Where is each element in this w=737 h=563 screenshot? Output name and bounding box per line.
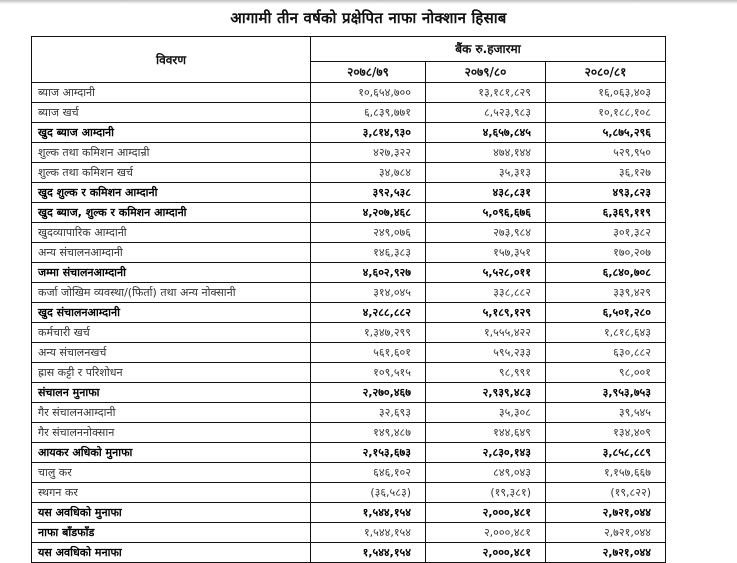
- row-label: नाफा बाँडफाँड: [32, 523, 311, 543]
- row-value-year-1: १४६,३८३: [311, 243, 426, 263]
- profit-loss-projection-table: [31, 36, 666, 563]
- row-label: गैर संचालननोक्सान: [32, 423, 311, 443]
- row-label: संचालन मुनाफा: [32, 383, 311, 403]
- row-value-year-1: २४९,०७६: [311, 223, 426, 243]
- row-value-year-3: २,७२१,०४४: [546, 523, 666, 543]
- table-row: [32, 243, 666, 263]
- row-value-year-1: (३६,५८३): [311, 483, 426, 503]
- table-row: [32, 143, 666, 163]
- row-label: अन्य संचालनखर्च: [32, 343, 311, 363]
- row-value-year-1: ३९२,५३८: [311, 183, 426, 203]
- table-row: [32, 83, 666, 103]
- row-value-year-2: ८,५२३,९८३: [426, 103, 546, 123]
- row-value-year-1: ४२७,३२२: [311, 143, 426, 163]
- year-header-3: २०८०/८१: [546, 62, 666, 83]
- row-value-year-3: १७०,२०७: [546, 243, 666, 263]
- row-value-year-2: १,५५५,४२२: [426, 323, 546, 343]
- row-value-year-2: २,०००,४८१: [426, 523, 546, 543]
- row-value-year-2: ५,५२८,०११: [426, 263, 546, 283]
- row-label: खुद संचालनआम्दानी: [32, 303, 311, 323]
- row-value-year-1: १,५४४,१५४: [311, 503, 426, 523]
- row-value-year-2: २,०००,४८१: [426, 503, 546, 523]
- row-label: शुल्क तथा कमिशन आम्दान्री: [32, 143, 311, 163]
- table-row: [32, 423, 666, 443]
- row-value-year-3: ६,८४०,७०८: [546, 263, 666, 283]
- row-value-year-2: १४४,६४९: [426, 423, 546, 443]
- page-title: आगामी तीन वर्षको प्रक्षेपित नाफा नोक्शान हिसाब: [230, 9, 507, 27]
- row-label: ह्रास कट्टी र परिशोधन: [32, 363, 311, 383]
- year-header-2: २०७९/८०: [426, 62, 546, 83]
- row-value-year-3: ३९,५४५: [546, 403, 666, 423]
- table-row: [32, 263, 666, 283]
- row-value-year-2: २,९३९,४८३: [426, 383, 546, 403]
- table-row: [32, 483, 666, 503]
- row-value-year-3: ५,८७५,२९६: [546, 123, 666, 143]
- label-column-header: विवरण: [32, 37, 311, 83]
- row-value-year-1: ३४,७८४: [311, 163, 426, 183]
- row-label: आयकर अधिको मुनाफा: [32, 443, 311, 463]
- row-value-year-3: १,८१८,६४३: [546, 323, 666, 343]
- unit-header: बैंक रु.हजारमा: [311, 37, 666, 62]
- row-value-year-1: ३१४,०४५: [311, 283, 426, 303]
- row-value-year-3: ५२९,९५०: [546, 143, 666, 163]
- row-label: खुद ब्याज, शुल्क र कमिशन आम्दानी: [32, 203, 311, 223]
- table-row: [32, 323, 666, 343]
- row-value-year-3: ३,९५३,७५३: [546, 383, 666, 403]
- table-row: [32, 183, 666, 203]
- row-value-year-2: ५९५,२३३: [426, 343, 546, 363]
- row-value-year-2: ४३८,८३१: [426, 183, 546, 203]
- row-label: यस अवधिको मुनाफा: [32, 503, 311, 523]
- table-row: [32, 443, 666, 463]
- row-value-year-1: ६,८३९,७७१: [311, 103, 426, 123]
- table-row: [32, 123, 666, 143]
- row-value-year-1: २,१५३,६७३: [311, 443, 426, 463]
- row-label: अन्य संचालनआम्दानी: [32, 243, 311, 263]
- row-value-year-2: ३३८,८८२: [426, 283, 546, 303]
- row-value-year-2: (१९,३८१): [426, 483, 546, 503]
- row-value-year-2: ८४९,०४३: [426, 463, 546, 483]
- row-value-year-1: ६४६,१०२: [311, 463, 426, 483]
- row-label: ब्याज खर्च: [32, 103, 311, 123]
- row-value-year-2: ४,६५७,८४५: [426, 123, 546, 143]
- row-value-year-1: २,२७०,४६७: [311, 383, 426, 403]
- row-label: यस अवधिको मनाफा: [32, 543, 311, 563]
- row-label: चालु कर: [32, 463, 311, 483]
- row-value-year-3: १३४,४०९: [546, 423, 666, 443]
- row-value-year-1: ५६१,६०१: [311, 343, 426, 363]
- row-label: ब्याज आम्दानी: [32, 83, 311, 103]
- row-value-year-3: २,७२१,०४४: [546, 543, 666, 563]
- table-row: [32, 343, 666, 363]
- table-row: [32, 103, 666, 123]
- top-edge-shadow: [0, 0, 737, 4]
- row-label: स्थगन कर: [32, 483, 311, 503]
- row-label: जम्मा संचालनआम्दानी: [32, 263, 311, 283]
- row-value-year-1: ४,२८८,८८२: [311, 303, 426, 323]
- row-value-year-3: ३,८५८,८८९: [546, 443, 666, 463]
- row-label: खुद ब्याज आम्दानी: [32, 123, 311, 143]
- table-row: [32, 403, 666, 423]
- row-value-year-3: १६,०६३,४०३: [546, 83, 666, 103]
- row-value-year-3: ३०१,३८२: [546, 223, 666, 243]
- row-value-year-1: १०९,५१५: [311, 363, 426, 383]
- row-value-year-2: ५,०९६,६७६: [426, 203, 546, 223]
- row-value-year-2: १५७,३५१: [426, 243, 546, 263]
- row-value-year-3: ४९३,८२३: [546, 183, 666, 203]
- row-value-year-1: ४,२०७,४६८: [311, 203, 426, 223]
- row-value-year-1: १,५४४,१५४: [311, 523, 426, 543]
- row-value-year-1: १,५४४,१५४: [311, 543, 426, 563]
- row-value-year-2: २,०००,४८१: [426, 543, 546, 563]
- table-row: [32, 303, 666, 323]
- row-value-year-3: (१९,८२२): [546, 483, 666, 503]
- row-value-year-3: १०,१८८,१०८: [546, 103, 666, 123]
- row-value-year-2: २७३,९८४: [426, 223, 546, 243]
- table-row: [32, 523, 666, 543]
- row-label: कर्मचारी खर्च: [32, 323, 311, 343]
- row-value-year-2: ४७४,१४४: [426, 143, 546, 163]
- row-value-year-2: २,८३०,१४३: [426, 443, 546, 463]
- table-row: [32, 203, 666, 223]
- row-value-year-3: ३६,१२७: [546, 163, 666, 183]
- row-value-year-2: ३५,३१३: [426, 163, 546, 183]
- table-row: [32, 503, 666, 523]
- row-label: शुल्क तथा कमिशन खर्च: [32, 163, 311, 183]
- row-value-year-3: ३३९,४२९: [546, 283, 666, 303]
- row-value-year-1: १४९,४८७: [311, 423, 426, 443]
- table-row: [32, 363, 666, 383]
- row-value-year-3: ६३०,८८२: [546, 343, 666, 363]
- row-value-year-2: १३,१८१,८२९: [426, 83, 546, 103]
- row-value-year-3: ६,५०१,२८०: [546, 303, 666, 323]
- row-value-year-2: ३५,३०८: [426, 403, 546, 423]
- table-body: [32, 83, 666, 563]
- table-row: [32, 163, 666, 183]
- row-label: खुदव्यापारिक आम्दानी: [32, 223, 311, 243]
- row-value-year-3: ६,३६९,११९: [546, 203, 666, 223]
- row-label: कर्जा जोखिम व्यवस्था/(फिर्ता) तथा अन्य नोक्सानी: [32, 283, 311, 303]
- row-value-year-2: ९८,९९१: [426, 363, 546, 383]
- row-value-year-1: १,३४७,२९९: [311, 323, 426, 343]
- row-value-year-3: १,१५७,६६७: [546, 463, 666, 483]
- row-label: गैर संचालनआम्दानी: [32, 403, 311, 423]
- row-value-year-3: २,७२१,०४४: [546, 503, 666, 523]
- row-value-year-1: १०,६५४,७००: [311, 83, 426, 103]
- row-label: खुद शुल्क र कमिशन आम्दानी: [32, 183, 311, 203]
- row-value-year-3: ९८,००१: [546, 363, 666, 383]
- year-header-1: २०७८/७९: [311, 62, 426, 83]
- row-value-year-1: ३,८१४,९३०: [311, 123, 426, 143]
- row-value-year-2: ५,१८९,१२९: [426, 303, 546, 323]
- table-row: [32, 463, 666, 483]
- row-value-year-1: ३२,६९३: [311, 403, 426, 423]
- table-row: [32, 223, 666, 243]
- row-value-year-1: ४,६०२,९२७: [311, 263, 426, 283]
- table-row: [32, 383, 666, 403]
- table-row: [32, 283, 666, 303]
